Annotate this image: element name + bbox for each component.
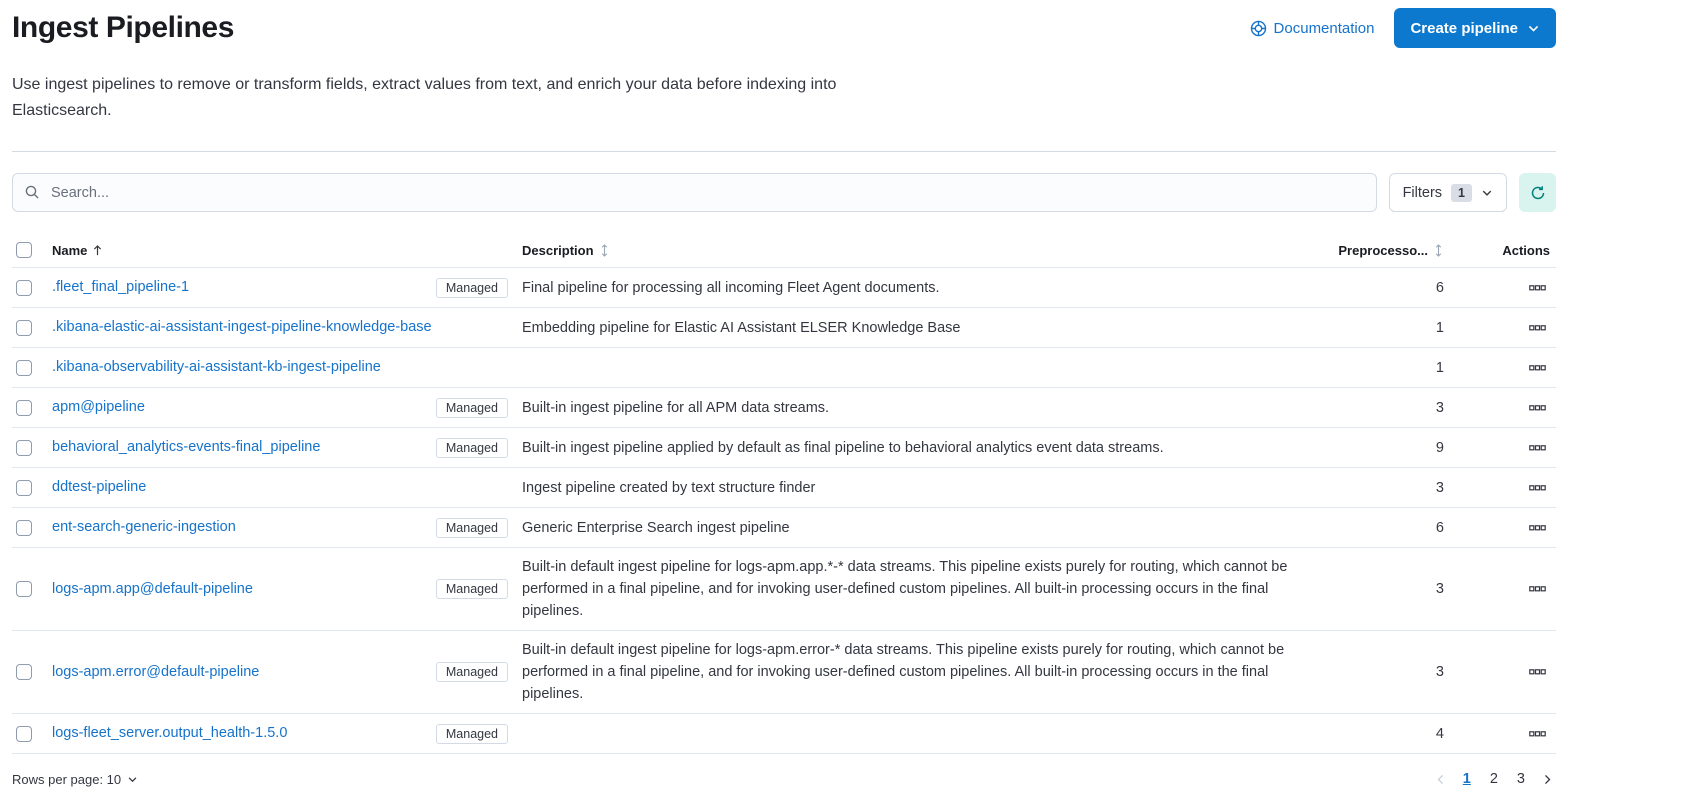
page-button-2[interactable]: 2 [1485,769,1503,789]
next-page-button[interactable] [1539,771,1556,788]
create-pipeline-label: Create pipeline [1410,19,1518,37]
managed-badge: Managed [436,518,508,538]
pipeline-description: Generic Enterprise Search ingest pipeline [522,519,790,536]
row-actions-button[interactable] [1525,281,1550,295]
column-header-preprocessors[interactable]: Preprocesso... [1310,243,1458,258]
boxes-horizontal-icon [1529,586,1546,592]
boxes-horizontal-icon [1529,445,1546,451]
table-footer [12,769,1556,789]
pipeline-name-link[interactable]: behavioral_analytics-events-final_pipeline [52,439,321,455]
preprocessors-count: 6 [1435,519,1444,536]
table-header-row [12,236,1556,268]
preprocessors-count: 1 [1435,319,1444,336]
preprocessors-count: 6 [1435,279,1444,296]
pipeline-name-link[interactable]: .fleet_final_pipeline-1 [52,279,190,295]
boxes-horizontal-icon [1529,669,1546,675]
pipeline-description: Built-in default ingest pipeline for logs-apm.error-* data streams. This pipeline exists purely for routing, which cannot be performed in a final pipeline, and for invoking user-defined custom pipelines. All built-in processing occurs in the final pipelines. [522,642,1285,702]
row-checkbox[interactable] [16,440,32,456]
row-checkbox[interactable] [16,664,32,680]
row-checkbox[interactable] [16,480,32,496]
filters-count-badge: 1 [1451,184,1472,202]
row-actions-button[interactable] [1525,727,1550,741]
table-row [12,428,1556,468]
filters-label: Filters [1402,184,1443,201]
pipeline-description: Ingest pipeline created by text structure finder [522,479,816,496]
sortable-icon [1433,244,1444,257]
row-checkbox[interactable] [16,726,32,742]
header-actions [1250,8,1556,48]
managed-badge: Managed [436,438,508,458]
rows-per-page-label: Rows per page: 10 [12,771,122,787]
row-checkbox[interactable] [16,520,32,536]
row-checkbox[interactable] [16,280,32,296]
preprocessors-count: 3 [1435,399,1444,416]
table-row [12,631,1556,714]
managed-badge: Managed [436,278,508,298]
page-button-1[interactable]: 1 [1458,769,1476,789]
table-row [12,714,1556,754]
documentation-link[interactable] [1250,20,1375,37]
preprocessors-count: 3 [1435,479,1444,496]
filters-button[interactable] [1389,173,1507,212]
preprocessors-count: 3 [1435,664,1444,680]
pagination [1432,769,1556,789]
previous-page-button[interactable] [1432,771,1449,788]
sort-ascending-icon [92,244,103,257]
table-row [12,508,1556,548]
managed-badge: Managed [436,398,508,418]
row-checkbox[interactable] [16,400,32,416]
preprocessors-count: 1 [1435,359,1444,376]
table-row [12,268,1556,308]
row-actions-button[interactable] [1525,481,1550,495]
pipelines-table [12,236,1556,754]
pipeline-description: Final pipeline for processing all incoming Fleet Agent documents. [522,279,940,296]
row-actions-button[interactable] [1525,401,1550,415]
boxes-horizontal-icon [1529,365,1546,371]
column-header-actions: Actions [1502,242,1550,258]
row-checkbox[interactable] [16,581,32,597]
column-header-description[interactable]: Description [522,243,1310,258]
pipeline-name-link[interactable]: .kibana-elastic-ai-assistant-ingest-pipeline-knowledge-base [52,319,432,335]
chevron-down-icon [1527,22,1540,35]
row-actions-button[interactable] [1525,521,1550,535]
chevron-left-icon [1434,773,1447,786]
rows-per-page-button[interactable] [12,772,138,787]
pipeline-name-link[interactable]: logs-apm.error@default-pipeline [52,663,260,680]
boxes-horizontal-icon [1529,731,1546,737]
life-ring-icon [1250,20,1267,37]
toolbar [12,173,1556,212]
select-all-checkbox[interactable] [16,242,32,258]
pipeline-name-link[interactable]: .kibana-observability-ai-assistant-kb-ingest-pipeline [52,359,381,375]
refresh-icon [1530,185,1546,201]
pipeline-name-link[interactable]: ddtest-pipeline [52,479,147,495]
managed-badge: Managed [436,662,508,682]
sortable-icon [599,244,610,257]
boxes-horizontal-icon [1529,285,1546,291]
boxes-horizontal-icon [1529,325,1546,331]
table-row [12,308,1556,348]
row-actions-button[interactable] [1525,582,1550,596]
header-divider [12,151,1556,152]
page-subtitle: Use ingest pipelines to remove or transform fields, extract values from text, and enrich your data before indexing into Elasticsearch. [12,76,837,119]
column-header-name[interactable]: Name [52,243,522,258]
row-actions-button[interactable] [1525,441,1550,455]
page-title: Ingest Pipelines [12,11,234,44]
table-row [12,548,1556,631]
row-checkbox[interactable] [16,360,32,376]
boxes-horizontal-icon [1529,405,1546,411]
row-actions-button[interactable] [1525,321,1550,335]
pipeline-description: Built-in ingest pipeline for all APM data streams. [522,399,830,416]
pipeline-description: Built-in default ingest pipeline for logs-apm.app.*-* data streams. This pipeline exists purely for routing, which cannot be performed in a final pipeline, and for invoking user-defined custom pipelines. All built-in processing occurs in the final pipelines. [522,559,1288,619]
ingest-pipelines-page [12,0,1556,789]
pipeline-name-link[interactable]: apm@pipeline [52,399,145,415]
row-checkbox[interactable] [16,320,32,336]
pipeline-name-link[interactable]: ent-search-generic-ingestion [52,519,236,535]
page-button-3[interactable]: 3 [1512,769,1530,789]
create-pipeline-button[interactable] [1394,8,1556,48]
search-input[interactable] [12,173,1377,212]
documentation-label: Documentation [1273,19,1375,37]
pipeline-description: Embedding pipeline for Elastic AI Assistant ELSER Knowledge Base [522,319,961,336]
chevron-right-icon [1541,773,1554,786]
pipeline-name-link[interactable]: logs-apm.app@default-pipeline [52,580,253,597]
search-icon [24,184,40,200]
chevron-down-icon [1481,187,1493,199]
page-header [12,8,1556,48]
pipeline-name-link[interactable]: logs-fleet_server.output_health-1.5.0 [52,725,288,741]
table-row [12,388,1556,428]
preprocessors-count: 3 [1435,581,1444,597]
row-actions-button[interactable] [1525,665,1550,679]
preprocessors-count: 4 [1435,725,1444,742]
managed-badge: Managed [436,724,508,744]
table-row [12,468,1556,508]
boxes-horizontal-icon [1529,525,1546,531]
pipeline-description: Built-in ingest pipeline applied by default as final pipeline to behavioral analytics event data streams. [522,439,1164,456]
refresh-button[interactable] [1519,173,1556,212]
managed-badge: Managed [436,579,508,599]
row-actions-button[interactable] [1525,361,1550,375]
search-wrap [12,173,1377,212]
preprocessors-count: 9 [1435,439,1444,456]
boxes-horizontal-icon [1529,485,1546,491]
chevron-down-icon [127,774,138,785]
table-row [12,348,1556,388]
